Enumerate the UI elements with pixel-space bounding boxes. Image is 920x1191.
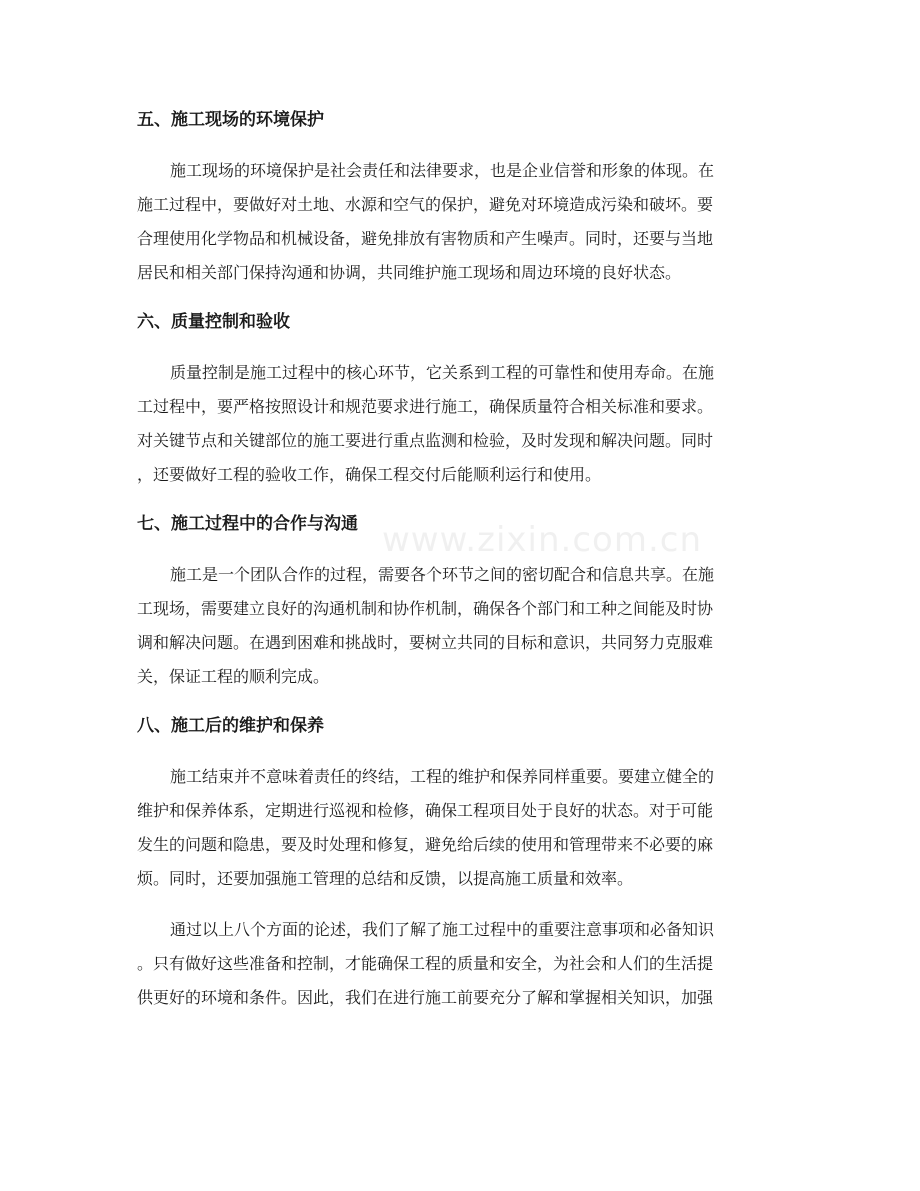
section-paragraph — [137, 558, 787, 694]
section-heading: 七、施工过程中的合作与沟通 — [137, 514, 358, 534]
text-line: 发生的问题和隐患，要及时处理和修复，避免给后续的使用和管理带来不必要的麻 — [137, 835, 714, 854]
watermark: www.zixin.com.cn — [382, 520, 702, 560]
section-paragraph — [137, 356, 787, 492]
text-line: 居民和相关部门保持沟通和协调，共同维护施工现场和周边环境的良好状态。 — [137, 263, 682, 282]
section-heading: 八、施工后的维护和保养 — [137, 716, 324, 736]
text-line: ，还要做好工程的验收工作，确保工程交付后能顺利运行和使用。 — [137, 465, 602, 484]
text-line: 。只有做好这些准备和控制，才能确保工程的质量和安全，为社会和人们的生活提 — [137, 954, 714, 973]
text-line: 质量控制是施工过程中的核心环节，它关系到工程的可靠性和使用寿命。在施 — [170, 363, 715, 382]
conclusion-paragraph — [137, 913, 787, 1015]
text-line: 施工结束并不意味着责任的终结，工程的维护和保养同样重要。要建立健全的 — [170, 767, 715, 786]
text-line: 工过程中，要严格按照设计和规范要求进行施工，确保质量符合相关标准和要求。 — [137, 397, 714, 416]
text-line: 通过以上八个方面的论述，我们了解了施工过程中的重要注意事项和必备知识 — [170, 920, 715, 939]
section-heading: 六、质量控制和验收 — [137, 312, 290, 332]
text-line: 施工现场的环境保护是社会责任和法律要求，也是企业信誉和形象的体现。在 — [170, 161, 715, 180]
text-line: 供更好的环境和条件。因此，我们在进行施工前要充分了解和掌握相关知识，加强 — [137, 988, 714, 1007]
text-line: 关，保证工程的顺利完成。 — [137, 667, 330, 686]
text-line: 调和解决问题。在遇到困难和挑战时，要树立共同的目标和意识，共同努力克服难 — [137, 633, 714, 652]
section-paragraph — [137, 760, 787, 896]
text-line: 合理使用化学物品和机械设备，避免排放有害物质和产生噪声。同时，还要与当地 — [137, 229, 714, 248]
section-paragraph — [137, 154, 787, 290]
text-line: 对关键节点和关键部位的施工要进行重点监测和检验，及时发现和解决问题。同时 — [137, 431, 714, 450]
text-line: 施工过程中，要做好对土地、水源和空气的保护，避免对环境造成污染和破坏。要 — [137, 195, 714, 214]
text-line: 施工是一个团队合作的过程，需要各个环节之间的密切配合和信息共享。在施 — [170, 565, 715, 584]
text-line: 维护和保养体系，定期进行巡视和检修，确保工程项目处于良好的状态。对于可能 — [137, 801, 714, 820]
text-line: 工现场，需要建立良好的沟通机制和协作机制，确保各个部门和工种之间能及时协 — [137, 599, 714, 618]
section-heading: 五、施工现场的环境保护 — [137, 110, 324, 130]
text-line: 烦。同时，还要加强施工管理的总结和反馈，以提高施工质量和效率。 — [137, 869, 634, 888]
document-body — [137, 105, 787, 1015]
